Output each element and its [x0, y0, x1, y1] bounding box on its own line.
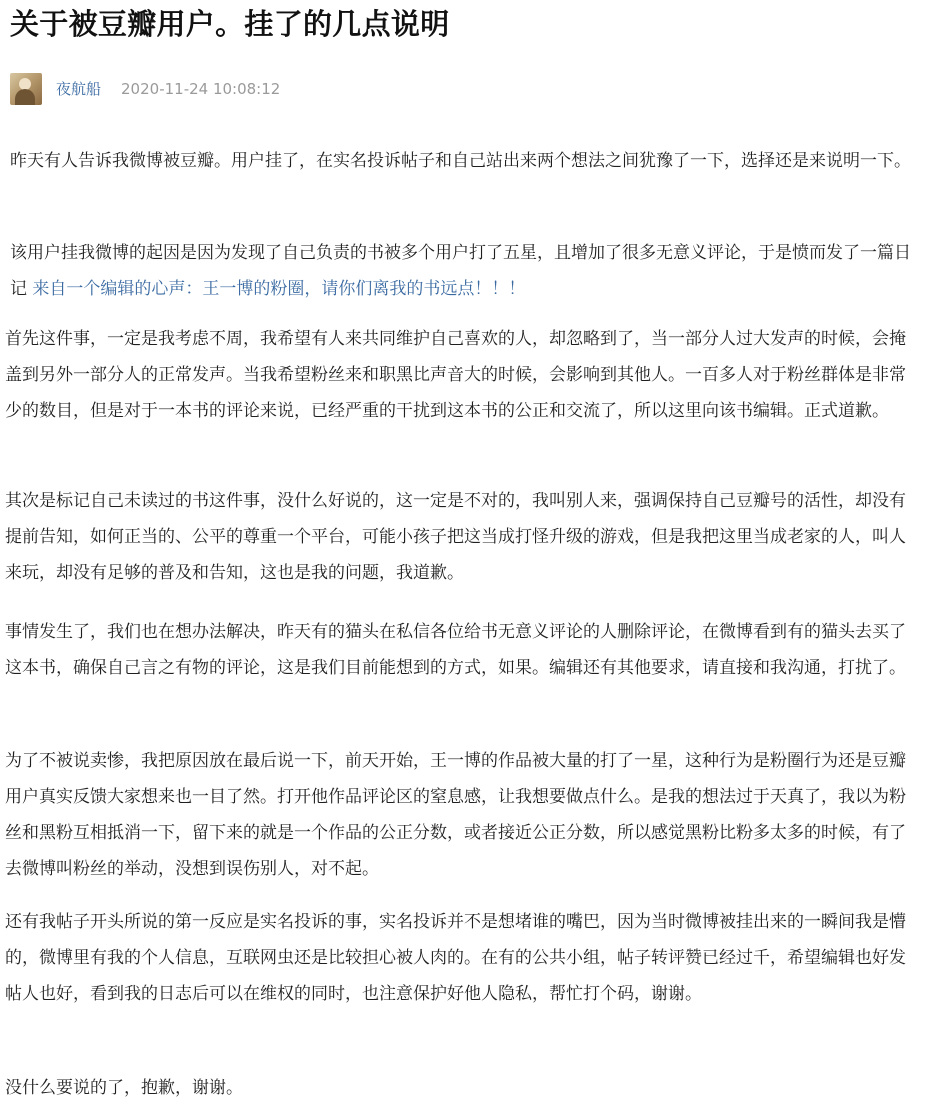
paragraph-1: 昨天有人告诉我微博被豆瓣。用户挂了，在实名投诉帖子和自己站出来两个想法之间犹豫了一下，选择还是来说明一下。 — [10, 151, 911, 171]
paragraph-6: 为了不被说卖惨，我把原因放在最后说一下，前天开始，王一博的作品被大量的打了一星，这种行为是粉圈行为还是豆瓣用户真实反馈大家想来也一目了然。打开他作品评论区的窒息感，让我想要做点什么。是我的想法过于天真了，我以为粉丝和黑粉互相抵消一下，留下来的就是一个作品的公正分数，或者接近公正分数，所以感觉黑粉比粉多太多的时候，有了去微博叫粉丝的举动，没想到误伤别人，对不起。 — [5, 751, 906, 879]
page-title: 关于被豆瓣用户。挂了的几点说明 — [10, 7, 450, 41]
paragraph-2-text: 该用户挂我微博的起因是因为发现了自己负责的书被多个用户打了五星，且增加了很多无意义评论，于是愤而发了一篇日记 — [10, 243, 911, 299]
author-link[interactable]: 夜航船 — [56, 80, 102, 98]
paragraph-2 — [10, 235, 914, 307]
paragraph-8: 没什么要说的了，抱歉，谢谢。 — [5, 1078, 243, 1098]
paragraph-7: 还有我帖子开头所说的第一反应是实名投诉的事，实名投诉并不是想堵谁的嘴巴，因为当时微博被挂出来的一瞬间我是懵的，微博里有我的个人信息，互联网虫还是比较担心被人肉的。在有的公共小组，帖子转评赞已经过千，希望编辑也好发帖人也好，看到我的日志后可以在维权的同时，也注意保护好他人隐私，帮忙打个码，谢谢。 — [5, 912, 906, 1004]
post-meta — [10, 72, 280, 106]
paragraph-4: 其次是标记自己未读过的书这件事，没什么好说的，这一定是不对的，我叫别人来，强调保持自己豆瓣号的活性，却没有提前告知，如何正当的、公平的尊重一个平台，可能小孩子把这当成打怪升级的游戏，但是我把这里当成老家的人，叫人来玩，却没有足够的普及和告知，这也是我的问题，我道歉。 — [5, 491, 906, 583]
avatar[interactable] — [10, 73, 42, 105]
paragraph-5: 事情发生了，我们也在想办法解决，昨天有的猫头在私信各位给书无意义评论的人删除评论，在微博看到有的猫头去买了这本书，确保自己言之有物的评论，这是我们目前能想到的方式，如果。编辑还有其他要求，请直接和我沟通，打扰了。 — [5, 622, 906, 678]
diary-link[interactable]: 来自一个编辑的心声：王一博的粉圈，请你们离我的书远点！！！ — [32, 279, 526, 299]
paragraph-3: 首先这件事，一定是我考虑不周，我希望有人来共同维护自己喜欢的人，却忽略到了，当一部分人过大发声的时候，会掩盖到另外一部分人的正常发声。当我希望粉丝来和职黑比声音大的时候，会影响到其他人。一百多人对于粉丝群体是非常少的数目，但是对于一本书的评论来说，已经严重的干扰到这本书的公正和交流了，所以这里向该书编辑。正式道歉。 — [5, 329, 906, 421]
post-timestamp: 2020-11-24 10:08:12 — [121, 80, 281, 98]
